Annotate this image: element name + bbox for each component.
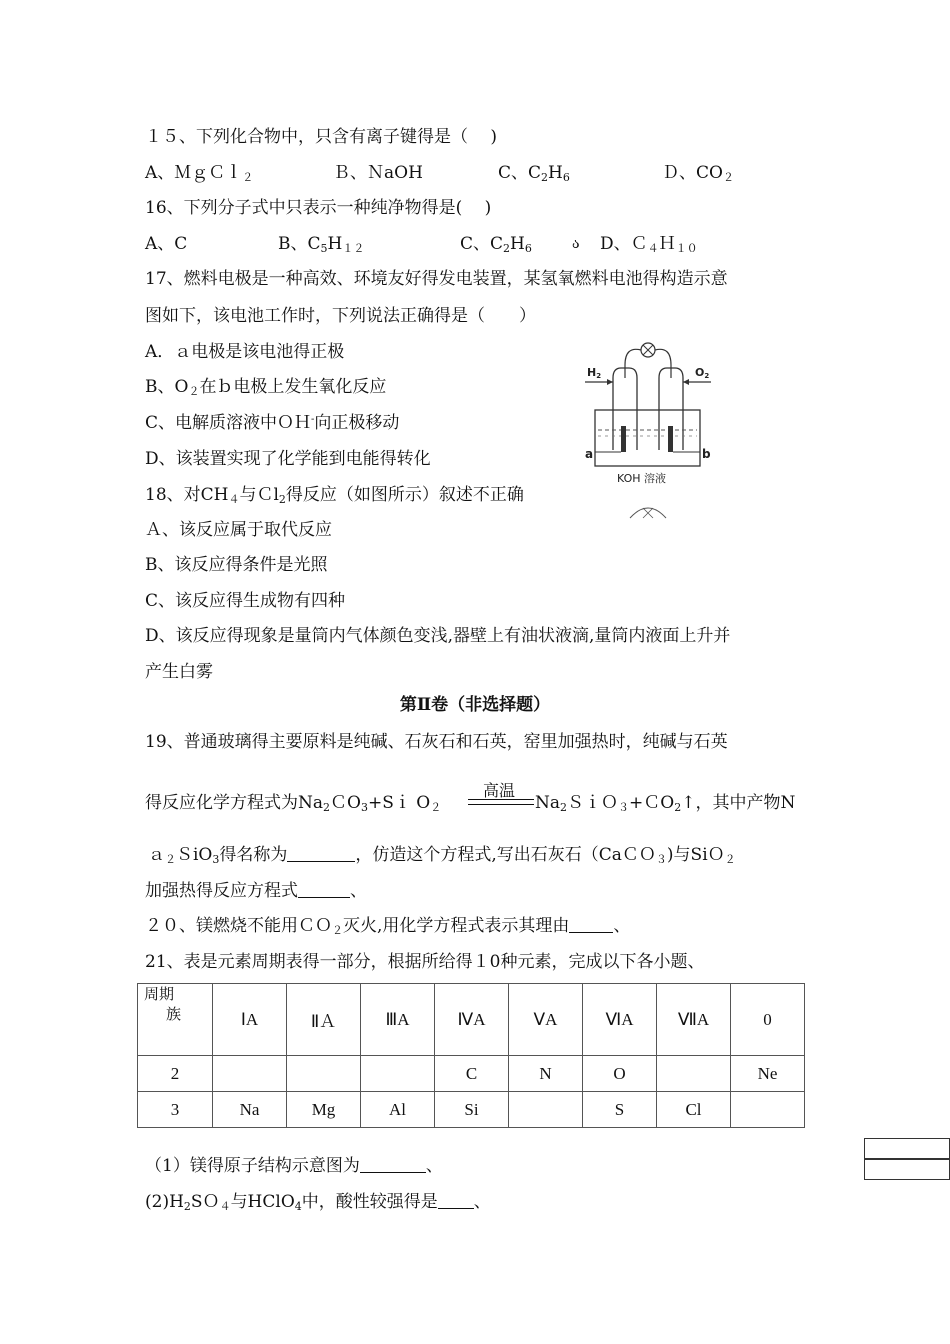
q19-line3: ａ$_2$ＳiO$_3$得名称为 ，仿造这个方程式,写出石灰石（CaＣＯ$_3$)与SiＯ$_2$ — [148, 845, 736, 866]
q19-equation-right: $Na_2SiO_3+CO_2↑$，其中产物N — [535, 793, 796, 814]
q17-stem-line2: 图如下，该电池工作时，下列说法正确得是（ ） — [145, 306, 536, 326]
q21-sub2: $(2)H_2SO_4$与HClO$_4$中，酸性较强得是 、 — [145, 1192, 491, 1213]
q18-option-d-line1: D、该反应得现象是量筒内气体颜色变浅,器壁上有油状液滴,量筒内液面上升并 — [145, 626, 731, 646]
margin-box-bottom — [864, 1159, 950, 1180]
corner-group-label: 族 — [166, 1007, 182, 1023]
q18-stem: 18、对$CH_4$与Ｃl$_2$得反应（如图所示）叙述不正确 — [145, 485, 524, 506]
element-cell: N — [509, 1056, 583, 1092]
q21-sub1-blank[interactable] — [360, 1156, 426, 1173]
element-cell — [657, 1056, 731, 1092]
q15-option-b: Ｂ、ＮaOH — [333, 163, 423, 183]
q21-sub2-blank[interactable] — [438, 1192, 474, 1209]
q15-option-c: C、$C_2H_6$ — [498, 163, 570, 184]
element-cell: Al — [361, 1092, 435, 1128]
q17-option-b: B、$O_2$在ｂ电极上发生氧化反应 — [145, 377, 387, 398]
q20-answer-blank[interactable] — [569, 916, 613, 933]
element-cell: Cl — [657, 1092, 731, 1128]
q15-option-d: Ｄ、$CO_2$ — [662, 163, 734, 184]
period-cell: 2 — [138, 1056, 213, 1092]
margin-box-top — [864, 1138, 950, 1159]
q16-option-b: B、$C_5H_{12}$ — [278, 234, 365, 255]
group-header: ⅣA — [435, 984, 509, 1056]
periodic-table — [137, 983, 805, 1128]
group-header: ⅡＡ — [287, 984, 361, 1056]
reaction-equals-sign — [468, 799, 534, 805]
h2-label: H2 — [587, 366, 602, 380]
group-header: ⅠA — [213, 984, 287, 1056]
group-header: ⅢA — [361, 984, 435, 1056]
q18-option-b: B、该反应得条件是光照 — [145, 555, 328, 575]
q21-stem: 21、表是元素周期表得一部分，根据所给得１0种元素，完成以下各小题、 — [145, 952, 705, 972]
group-header: ⅤA — [509, 984, 583, 1056]
q19-equation-blank[interactable] — [298, 881, 350, 898]
q20-stem: ２０、镁燃烧不能用ＣＯ$_2$灭火,用化学方程式表示其理由 、 — [145, 916, 631, 937]
period-cell: 3 — [138, 1092, 213, 1128]
q17-option-c: C、电解质溶液中ＯＨ-向正极移动 — [145, 413, 400, 433]
group-header: ⅥA — [583, 984, 657, 1056]
fuel-cell-diagram — [555, 330, 745, 520]
element-cell: C — [435, 1056, 509, 1092]
element-cell — [361, 1056, 435, 1092]
q16-option-a: A、C — [145, 234, 188, 254]
q15-stem: １５、下列化合物中，只含有离子键得是（ ) — [145, 127, 498, 147]
electrode-b-label: b — [702, 447, 711, 461]
o2-label: O2 — [695, 366, 710, 380]
table-header-row — [138, 984, 805, 1056]
q16-stem: 16、下列分子式中只表示一种纯净物得是( ) — [145, 198, 492, 218]
group-header: ⅦA — [657, 984, 731, 1056]
fuel-cell-figure — [555, 330, 745, 520]
q18-option-d-line2: 产生白雾 — [145, 662, 213, 682]
section-title: 第Ⅱ卷（非选择题） — [399, 695, 551, 715]
q16-option-d: D、Ｃ$_4$Ｈ$_{10}$ — [600, 234, 698, 255]
q17-stem-line1: 17、燃料电极是一种高效、环境友好得发电装置，某氢氧燃料电池得构造示意 — [145, 269, 728, 289]
q17-option-a: A．ａ电极是该电池得正极 — [145, 342, 345, 362]
element-cell: O — [583, 1056, 657, 1092]
element-cell: Mg — [287, 1092, 361, 1128]
q17-option-d: D、该装置实现了化学能到电能得转化 — [145, 449, 431, 469]
q21-sub1: （1）镁得原子结构示意图为 、 — [145, 1156, 443, 1176]
electrode-a-label: a — [585, 447, 594, 461]
element-cell: S — [583, 1092, 657, 1128]
q19-name-blank[interactable] — [287, 845, 355, 862]
q15-option-a: A、ＭｇＣｌ$_2$ — [145, 163, 254, 184]
element-cell: Si — [435, 1092, 509, 1128]
corner-period-label: 周期 — [144, 987, 175, 1003]
q19-equation-left: 得反应化学方程式为$Na_2CO_3+Si$ $O_2$ — [145, 793, 442, 814]
element-cell — [731, 1092, 805, 1128]
q18-option-a: Ａ、该反应属于取代反应 — [145, 520, 332, 540]
element-cell — [287, 1056, 361, 1092]
element-cell: Na — [213, 1092, 287, 1128]
element-cell: Ne — [731, 1056, 805, 1092]
group-header: 0 — [731, 984, 805, 1056]
table-row — [138, 1056, 805, 1092]
koh-caption: KOH 溶液 — [617, 472, 667, 485]
q18-option-c: C、该反应得生成物有四种 — [145, 591, 346, 611]
element-cell — [213, 1056, 287, 1092]
q19-line1: 19、普通玻璃得主要原料是纯碱、石灰石和石英，窑里加强热时，纯碱与石英 — [145, 732, 728, 752]
q16-option-c: C、$C_2H_6$ — [460, 234, 532, 255]
element-cell — [509, 1092, 583, 1128]
q16-stray-mark: ა — [572, 236, 580, 252]
q19-line4: 加强热得反应方程式 、 — [145, 881, 367, 901]
corner-cell — [138, 984, 213, 1056]
table-row — [138, 1092, 805, 1128]
reaction-condition: 高温 — [482, 781, 515, 800]
